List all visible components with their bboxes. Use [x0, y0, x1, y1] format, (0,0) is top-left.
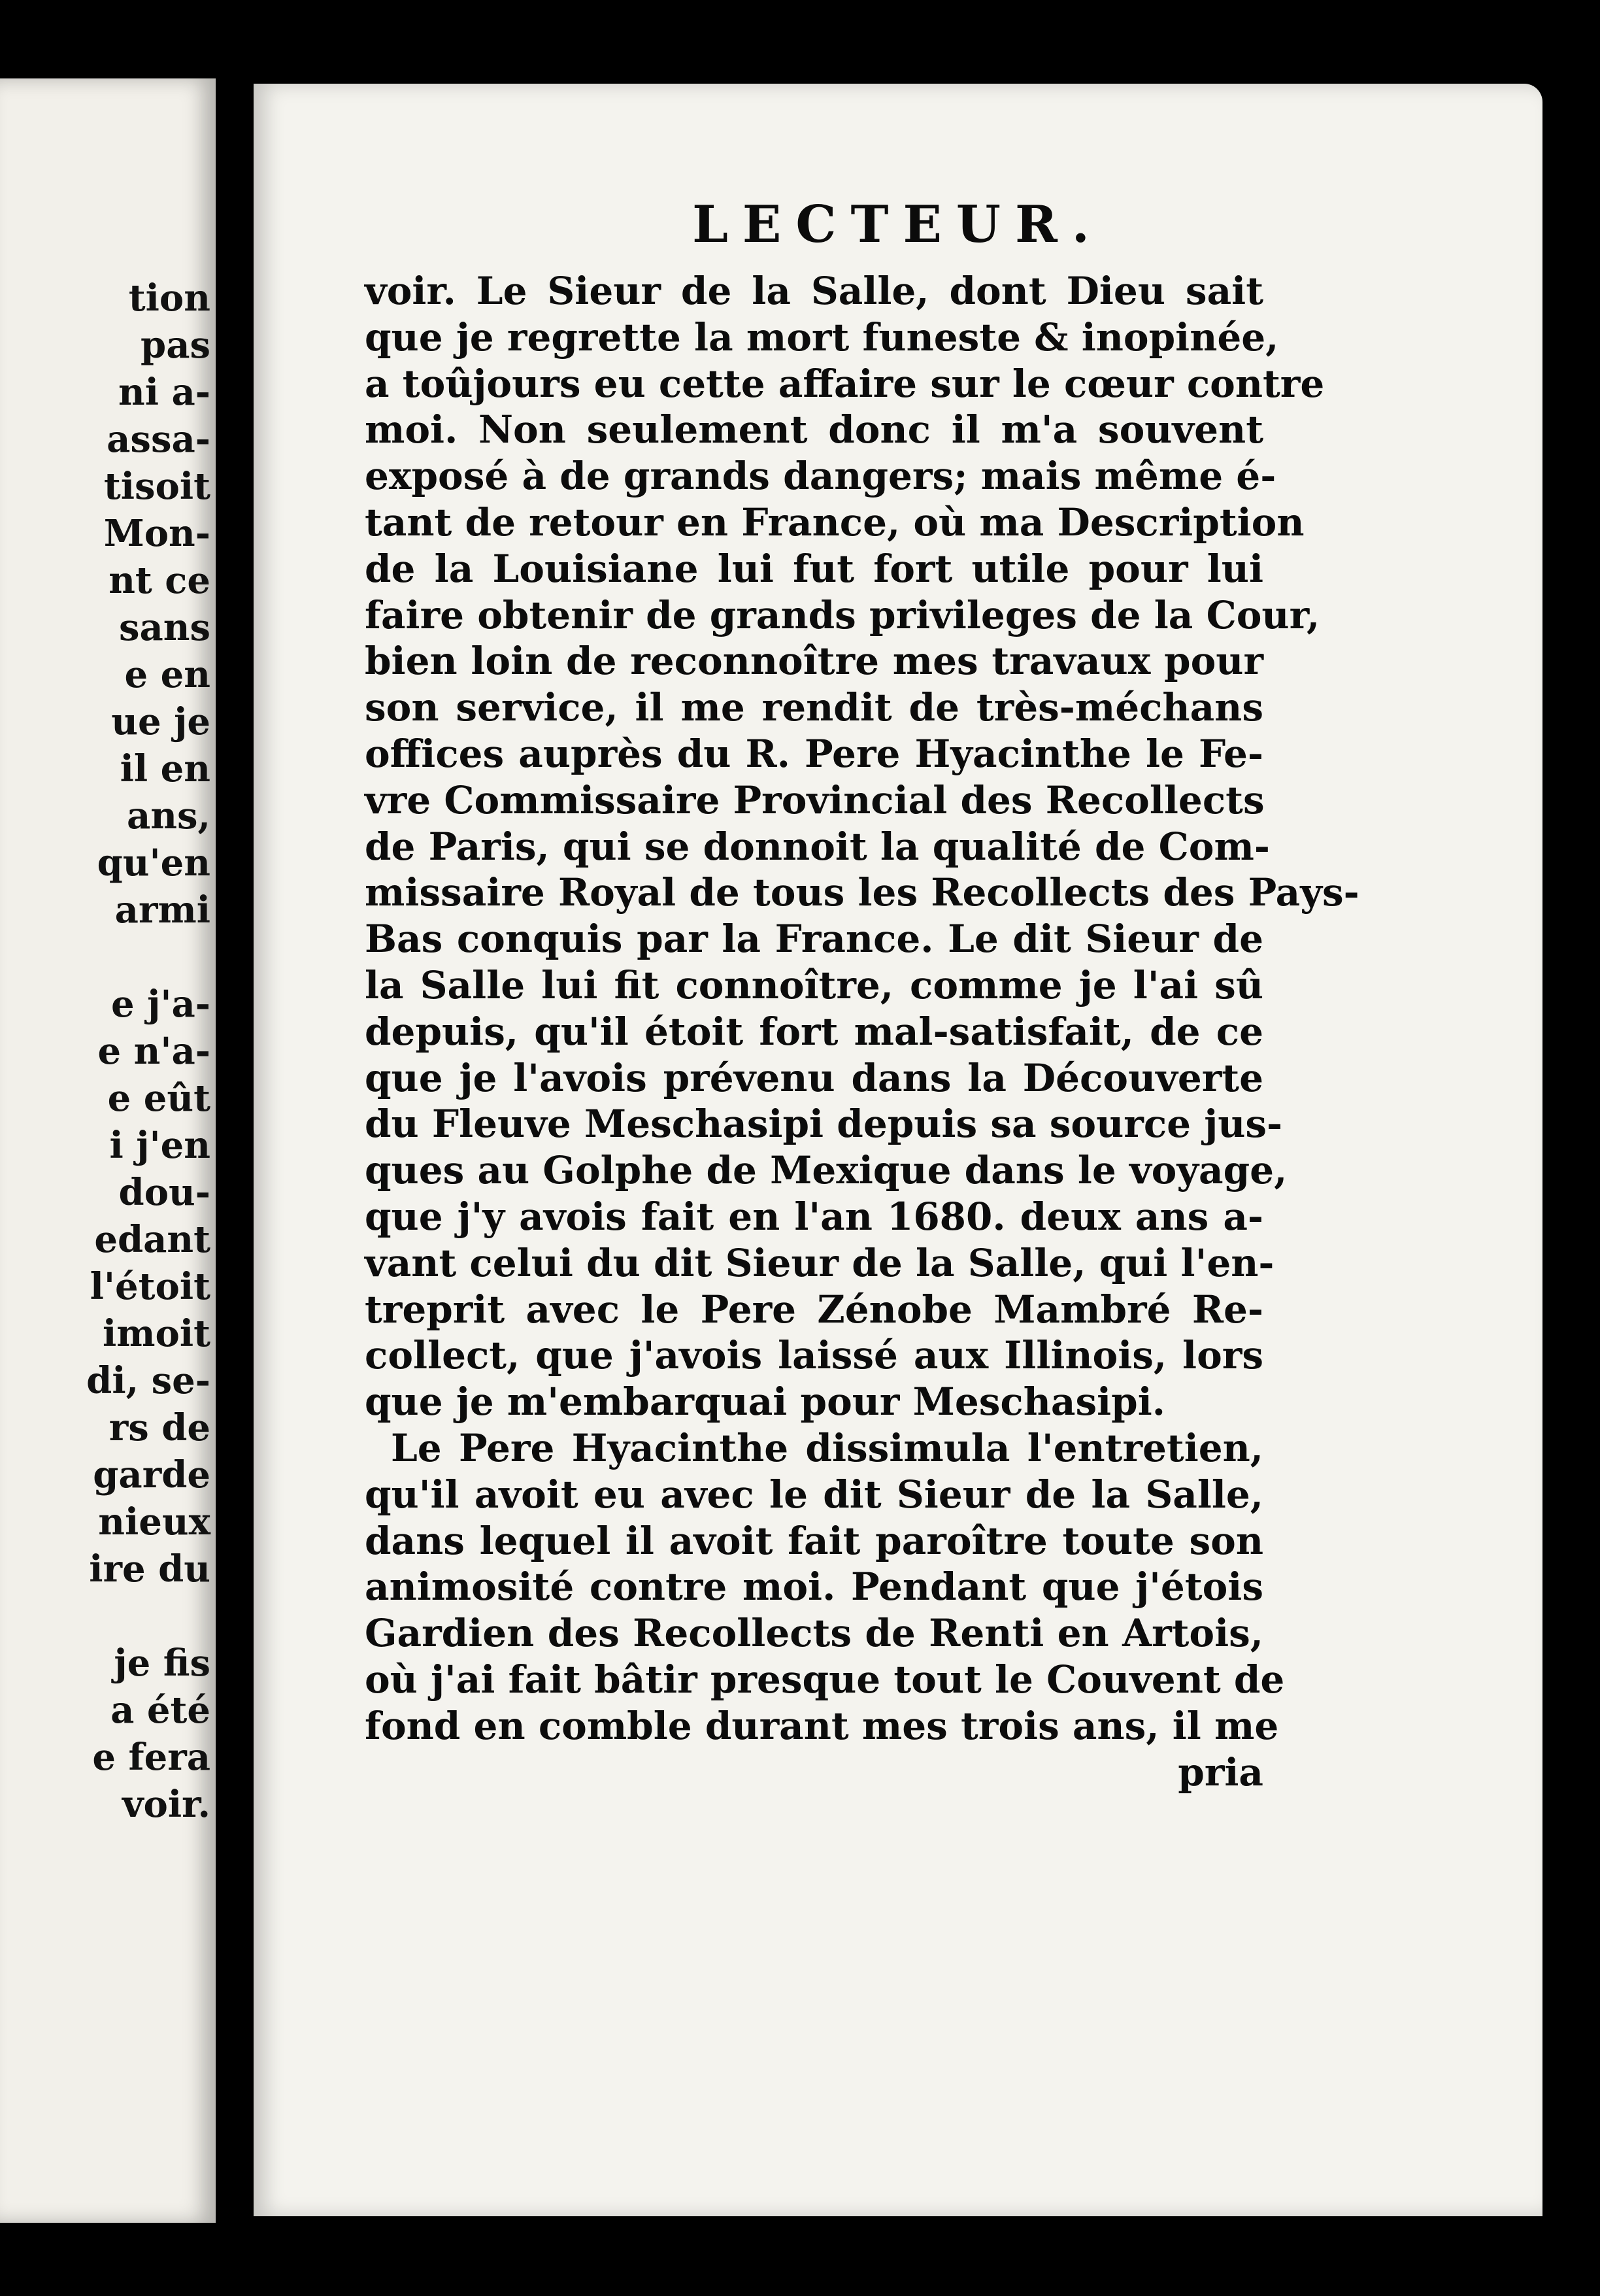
- text-line: qu'il avoit eu avec le dit Sieur de la Salle,: [365, 1472, 1263, 1517]
- left-page-line: dou-: [118, 1171, 210, 1214]
- text-line: treprit avec le Pere Zénobe Mambré Re-: [365, 1287, 1263, 1332]
- left-page-line: di, se-: [86, 1359, 210, 1402]
- text-line: offices auprès du R. Pere Hyacinthe le Fe-: [365, 731, 1263, 776]
- text-line: faire obtenir de grands privileges de la Cour,: [365, 592, 1320, 637]
- left-facing-page: [0, 78, 216, 2223]
- text-line: collect, que j'avois laissé aux Illinois, lors: [365, 1333, 1263, 1378]
- left-page-line-endings: [0, 275, 210, 1828]
- body-text: [365, 268, 1359, 1795]
- left-page-line: ans,: [126, 794, 210, 837]
- left-page-line: tisoit: [103, 465, 210, 508]
- left-page-line: sans: [118, 606, 210, 649]
- text-line: vant celui du dit Sieur de la Salle, qui l'en-: [365, 1240, 1275, 1285]
- scan-background-edge: [1542, 78, 1600, 2296]
- text-line: fond en comble durant mes trois ans, il me: [365, 1703, 1279, 1748]
- left-page-line: ue je: [111, 700, 210, 743]
- text-line: bien loin de reconnoître mes travaux pour: [365, 639, 1263, 684]
- text-line: Gardien des Recollects de Renti en Artois,: [365, 1611, 1263, 1656]
- book-gutter: [216, 78, 255, 2275]
- left-page-line: assa-: [107, 418, 210, 461]
- text-line: de Paris, qui se donnoit la qualité de Com-: [365, 824, 1270, 869]
- left-page-line: garde: [93, 1453, 210, 1496]
- left-page-line: e en: [124, 653, 210, 696]
- left-page-line: e j'a-: [110, 983, 210, 1026]
- text-line: moi. Non seulement donc il m'a souvent: [365, 407, 1263, 452]
- left-page-line: armi: [114, 888, 210, 932]
- text-line: Bas conquis par la France. Le dit Sieur de: [365, 917, 1263, 962]
- left-page-line: a été: [110, 1689, 210, 1732]
- text-line: de la Louisiane lui fut fort utile pour lui: [365, 546, 1263, 591]
- text-line: que je regrette la mort funeste & inopinée,: [365, 314, 1279, 360]
- left-page-line: e eût: [107, 1077, 210, 1120]
- catchword: pria: [1178, 1749, 1263, 1795]
- text-line: dans lequel il avoit fait paroître toute son: [365, 1518, 1263, 1563]
- text-line: vre Commissaire Provincial des Recollects: [365, 777, 1265, 822]
- left-page-line: ni a-: [118, 371, 210, 414]
- text-line: animosité contre moi. Pendant que j'étois: [365, 1564, 1263, 1610]
- left-page-line: je fis: [114, 1642, 210, 1685]
- left-page-line: nieux: [98, 1500, 210, 1544]
- text-line: du Fleuve Meschasipi depuis sa source jus-: [365, 1102, 1283, 1147]
- left-page-line: qu'en: [97, 841, 210, 885]
- left-page-line: nt ce: [108, 559, 210, 602]
- left-page-line: tion: [128, 277, 210, 320]
- left-page-line: e n'a-: [97, 1030, 210, 1073]
- left-page-line: Mon-: [103, 512, 210, 555]
- text-line: où j'ai fait bâtir presque tout le Couvent de: [365, 1657, 1285, 1702]
- left-page-line: rs de: [108, 1406, 210, 1449]
- left-page-line: [0, 1593, 210, 1640]
- text-line: que j'y avois fait en l'an 1680. deux ans a-: [365, 1194, 1263, 1239]
- text-line: a toûjours eu cette affaire sur le cœur contre: [365, 361, 1325, 406]
- text-line: exposé à de grands dangers; mais même é-: [365, 454, 1276, 499]
- left-page-line: ire du: [89, 1547, 210, 1591]
- text-line: que je m'embarquai pour Meschasipi.: [365, 1379, 1165, 1425]
- text-line: tant de retour en France, où ma Description: [365, 499, 1305, 545]
- text-line: que je l'avois prévenu dans la Découverte: [365, 1055, 1263, 1100]
- text-line: Le Pere Hyacinthe dissimula l'entretien,: [391, 1425, 1263, 1470]
- left-page-line: e fera: [92, 1736, 210, 1779]
- text-line: depuis, qu'il étoit fort mal-satisfait, de ce: [365, 1009, 1263, 1054]
- text-line: son service, il me rendit de très-méchans: [365, 685, 1263, 730]
- left-page-line: pas: [141, 324, 210, 367]
- left-page-line: voir.: [122, 1783, 210, 1826]
- left-page-line: l'étoit: [90, 1265, 210, 1308]
- left-page-line: [0, 934, 210, 981]
- left-page-line: imoit: [102, 1312, 210, 1355]
- text-line: la Salle lui fit connoître, comme je l'ai sû: [365, 962, 1263, 1007]
- left-page-line: il en: [120, 747, 210, 790]
- text-line: ques au Golphe de Mexique dans le voyage,: [365, 1148, 1288, 1193]
- right-page: [254, 84, 1542, 2216]
- left-page-line: edant: [94, 1218, 210, 1261]
- text-line: missaire Royal de tous les Recollects des Pays-: [365, 870, 1359, 915]
- running-head: LECTEUR.: [692, 195, 1104, 254]
- left-page-line: i j'en: [109, 1124, 210, 1167]
- text-line: voir. Le Sieur de la Salle, dont Dieu sait: [365, 269, 1263, 313]
